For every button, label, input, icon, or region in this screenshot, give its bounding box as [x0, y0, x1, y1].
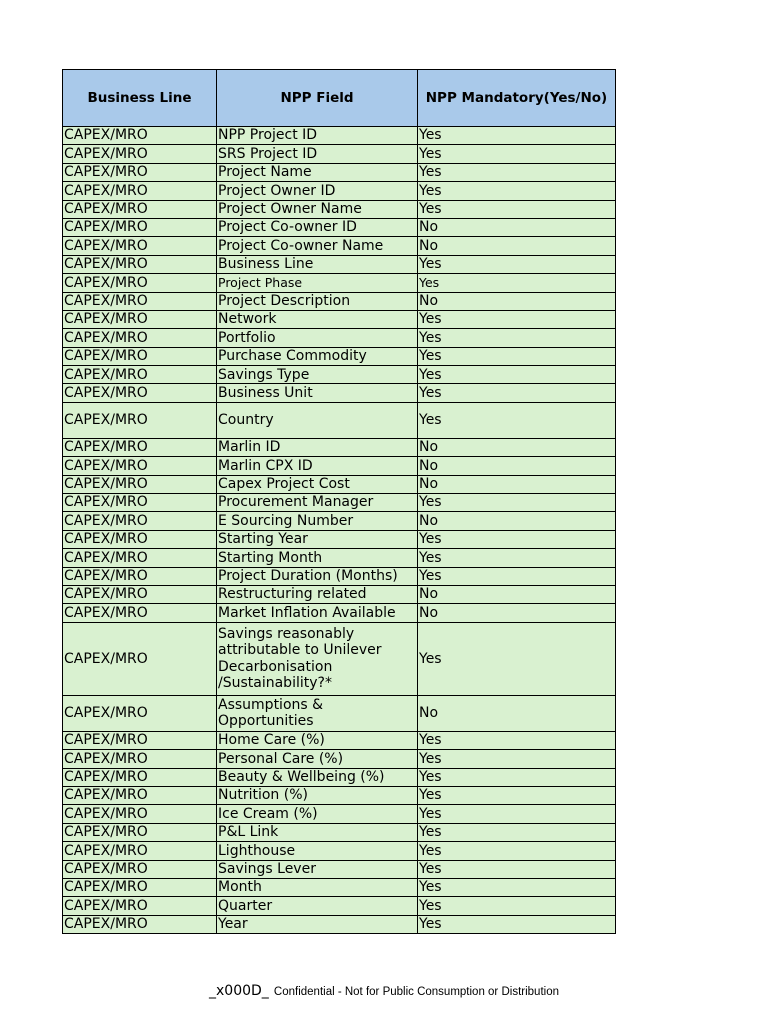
business-line-cell: CAPEX/MRO: [63, 347, 217, 365]
table-row: [63, 585, 616, 603]
npp-field-cell: Project Co-owner Name: [217, 237, 418, 255]
npp-field-cell: Project Name: [217, 163, 418, 181]
npp-field-cell: Project Description: [217, 292, 418, 310]
business-line-cell: CAPEX/MRO: [63, 145, 217, 163]
mandatory-cell: No: [418, 585, 616, 603]
business-line-cell: CAPEX/MRO: [63, 438, 217, 456]
business-line-cell: CAPEX/MRO: [63, 530, 217, 548]
mandatory-cell: Yes: [418, 622, 616, 695]
mandatory-cell: Yes: [418, 731, 616, 749]
table-row: [63, 786, 616, 804]
table-row: [63, 604, 616, 622]
table-row: [63, 622, 616, 695]
table-row: [63, 218, 616, 236]
table-row: [63, 695, 616, 731]
mandatory-cell: Yes: [418, 530, 616, 548]
mandatory-cell: No: [418, 218, 616, 236]
mandatory-cell: Yes: [418, 127, 616, 145]
npp-field-cell: Market Inflation Available: [217, 604, 418, 622]
mandatory-cell: Yes: [418, 329, 616, 347]
mandatory-cell: No: [418, 237, 616, 255]
mandatory-cell: Yes: [418, 750, 616, 768]
business-line-cell: CAPEX/MRO: [63, 750, 217, 768]
business-line-cell: CAPEX/MRO: [63, 695, 217, 731]
table-header-row: [63, 70, 616, 127]
mandatory-cell: Yes: [418, 494, 616, 512]
business-line-cell: CAPEX/MRO: [63, 402, 217, 438]
npp-field-cell: Purchase Commodity: [217, 347, 418, 365]
mandatory-cell: Yes: [418, 274, 616, 292]
table-row: [63, 530, 616, 548]
npp-field-cell: Project Duration (Months): [217, 567, 418, 585]
table-row: [63, 878, 616, 896]
mandatory-cell: Yes: [418, 145, 616, 163]
npp-field-cell: Year: [217, 915, 418, 933]
npp-field-cell: Project Co-owner ID: [217, 218, 418, 236]
npp-field-cell: Quarter: [217, 897, 418, 915]
npp-field-cell: Savings Lever: [217, 860, 418, 878]
npp-field-cell: Nutrition (%): [217, 786, 418, 804]
npp-field-cell: Business Unit: [217, 384, 418, 402]
mandatory-cell: No: [418, 457, 616, 475]
mandatory-cell: Yes: [418, 567, 616, 585]
business-line-cell: CAPEX/MRO: [63, 292, 217, 310]
table-row: [63, 347, 616, 365]
business-line-cell: CAPEX/MRO: [63, 549, 217, 567]
business-line-cell: CAPEX/MRO: [63, 310, 217, 328]
npp-field-cell: Assumptions & Opportunities: [217, 695, 418, 731]
table-row: [63, 329, 616, 347]
table-row: [63, 127, 616, 145]
mandatory-cell: Yes: [418, 310, 616, 328]
npp-field-cell: Marlin CPX ID: [217, 457, 418, 475]
npp-field-cell: P&L Link: [217, 823, 418, 841]
header-npp-mandatory: NPP Mandatory(Yes/No): [418, 70, 616, 127]
business-line-cell: CAPEX/MRO: [63, 457, 217, 475]
table-row: [63, 475, 616, 493]
business-line-cell: CAPEX/MRO: [63, 585, 217, 603]
table-row: [63, 292, 616, 310]
business-line-cell: CAPEX/MRO: [63, 494, 217, 512]
business-line-cell: CAPEX/MRO: [63, 384, 217, 402]
mandatory-cell: Yes: [418, 786, 616, 804]
mandatory-cell: Yes: [418, 878, 616, 896]
business-line-cell: CAPEX/MRO: [63, 218, 217, 236]
mandatory-cell: Yes: [418, 200, 616, 218]
table-row: [63, 823, 616, 841]
table-row: [63, 237, 616, 255]
npp-field-cell: Lighthouse: [217, 842, 418, 860]
table-row: [63, 842, 616, 860]
table-row: [63, 145, 616, 163]
npp-fields-table: [62, 69, 616, 934]
mandatory-cell: Yes: [418, 384, 616, 402]
business-line-cell: CAPEX/MRO: [63, 604, 217, 622]
npp-field-cell: Business Line: [217, 255, 418, 273]
header-npp-field: NPP Field: [217, 70, 418, 127]
table-row: [63, 384, 616, 402]
npp-field-cell: NPP Project ID: [217, 127, 418, 145]
business-line-cell: CAPEX/MRO: [63, 200, 217, 218]
business-line-cell: CAPEX/MRO: [63, 237, 217, 255]
table-row: [63, 163, 616, 181]
business-line-cell: CAPEX/MRO: [63, 163, 217, 181]
business-line-cell: CAPEX/MRO: [63, 274, 217, 292]
footer-code: _x000D_: [209, 983, 269, 999]
table-row: [63, 860, 616, 878]
table-row: [63, 274, 616, 292]
business-line-cell: CAPEX/MRO: [63, 897, 217, 915]
npp-field-cell: Month: [217, 878, 418, 896]
business-line-cell: CAPEX/MRO: [63, 366, 217, 384]
business-line-cell: CAPEX/MRO: [63, 512, 217, 530]
business-line-cell: CAPEX/MRO: [63, 475, 217, 493]
npp-field-cell: Project Owner ID: [217, 182, 418, 200]
mandatory-cell: Yes: [418, 549, 616, 567]
table-row: [63, 402, 616, 438]
npp-field-cell: Starting Year: [217, 530, 418, 548]
npp-field-cell: Home Care (%): [217, 731, 418, 749]
business-line-cell: CAPEX/MRO: [63, 823, 217, 841]
table-row: [63, 366, 616, 384]
table-row: [63, 549, 616, 567]
npp-field-cell: Starting Month: [217, 549, 418, 567]
mandatory-cell: Yes: [418, 860, 616, 878]
footer-confidential-notice: Confidential - Not for Public Consumption or Distribution: [273, 986, 559, 998]
table-row: [63, 457, 616, 475]
business-line-cell: CAPEX/MRO: [63, 860, 217, 878]
table-row: [63, 310, 616, 328]
business-line-cell: CAPEX/MRO: [63, 567, 217, 585]
business-line-cell: CAPEX/MRO: [63, 786, 217, 804]
table-row: [63, 200, 616, 218]
mandatory-cell: Yes: [418, 897, 616, 915]
business-line-cell: CAPEX/MRO: [63, 805, 217, 823]
mandatory-cell: No: [418, 438, 616, 456]
mandatory-cell: Yes: [418, 768, 616, 786]
table-row: [63, 731, 616, 749]
business-line-cell: CAPEX/MRO: [63, 329, 217, 347]
business-line-cell: CAPEX/MRO: [63, 768, 217, 786]
table-row: [63, 805, 616, 823]
table-row: [63, 897, 616, 915]
mandatory-cell: No: [418, 475, 616, 493]
business-line-cell: CAPEX/MRO: [63, 127, 217, 145]
table-row: [63, 750, 616, 768]
npp-field-cell: Restructuring related: [217, 585, 418, 603]
mandatory-cell: No: [418, 512, 616, 530]
business-line-cell: CAPEX/MRO: [63, 622, 217, 695]
page-footer: [0, 980, 768, 999]
table-body: [63, 127, 616, 934]
table-row: [63, 255, 616, 273]
business-line-cell: CAPEX/MRO: [63, 255, 217, 273]
mandatory-cell: Yes: [418, 182, 616, 200]
npp-field-cell: Project Owner Name: [217, 200, 418, 218]
mandatory-cell: No: [418, 695, 616, 731]
mandatory-cell: Yes: [418, 915, 616, 933]
table-row: [63, 182, 616, 200]
table-row: [63, 915, 616, 933]
business-line-cell: CAPEX/MRO: [63, 878, 217, 896]
mandatory-cell: Yes: [418, 163, 616, 181]
table-row: [63, 768, 616, 786]
npp-field-cell: Marlin ID: [217, 438, 418, 456]
npp-field-cell: Capex Project Cost: [217, 475, 418, 493]
header-business-line: Business Line: [63, 70, 217, 127]
business-line-cell: CAPEX/MRO: [63, 842, 217, 860]
npp-field-cell: Ice Cream (%): [217, 805, 418, 823]
npp-field-cell: Portfolio: [217, 329, 418, 347]
table-row: [63, 567, 616, 585]
mandatory-cell: Yes: [418, 347, 616, 365]
npp-field-cell: Country: [217, 402, 418, 438]
mandatory-cell: Yes: [418, 823, 616, 841]
mandatory-cell: No: [418, 292, 616, 310]
business-line-cell: CAPEX/MRO: [63, 182, 217, 200]
mandatory-cell: Yes: [418, 805, 616, 823]
table-row: [63, 512, 616, 530]
npp-field-cell: Project Phase: [217, 274, 418, 292]
npp-field-cell: Personal Care (%): [217, 750, 418, 768]
npp-field-cell: SRS Project ID: [217, 145, 418, 163]
mandatory-cell: Yes: [418, 366, 616, 384]
npp-field-cell: Savings reasonably attributable to Unilever Decarbonisation /Sustainability?*: [217, 622, 418, 695]
npp-field-cell: Procurement Manager: [217, 494, 418, 512]
mandatory-cell: Yes: [418, 402, 616, 438]
business-line-cell: CAPEX/MRO: [63, 915, 217, 933]
mandatory-cell: Yes: [418, 842, 616, 860]
table-row: [63, 438, 616, 456]
npp-field-cell: Beauty & Wellbeing (%): [217, 768, 418, 786]
table-row: [63, 494, 616, 512]
npp-field-cell: Network: [217, 310, 418, 328]
npp-field-cell: E Sourcing Number: [217, 512, 418, 530]
mandatory-cell: Yes: [418, 255, 616, 273]
mandatory-cell: No: [418, 604, 616, 622]
npp-field-cell: Savings Type: [217, 366, 418, 384]
business-line-cell: CAPEX/MRO: [63, 731, 217, 749]
